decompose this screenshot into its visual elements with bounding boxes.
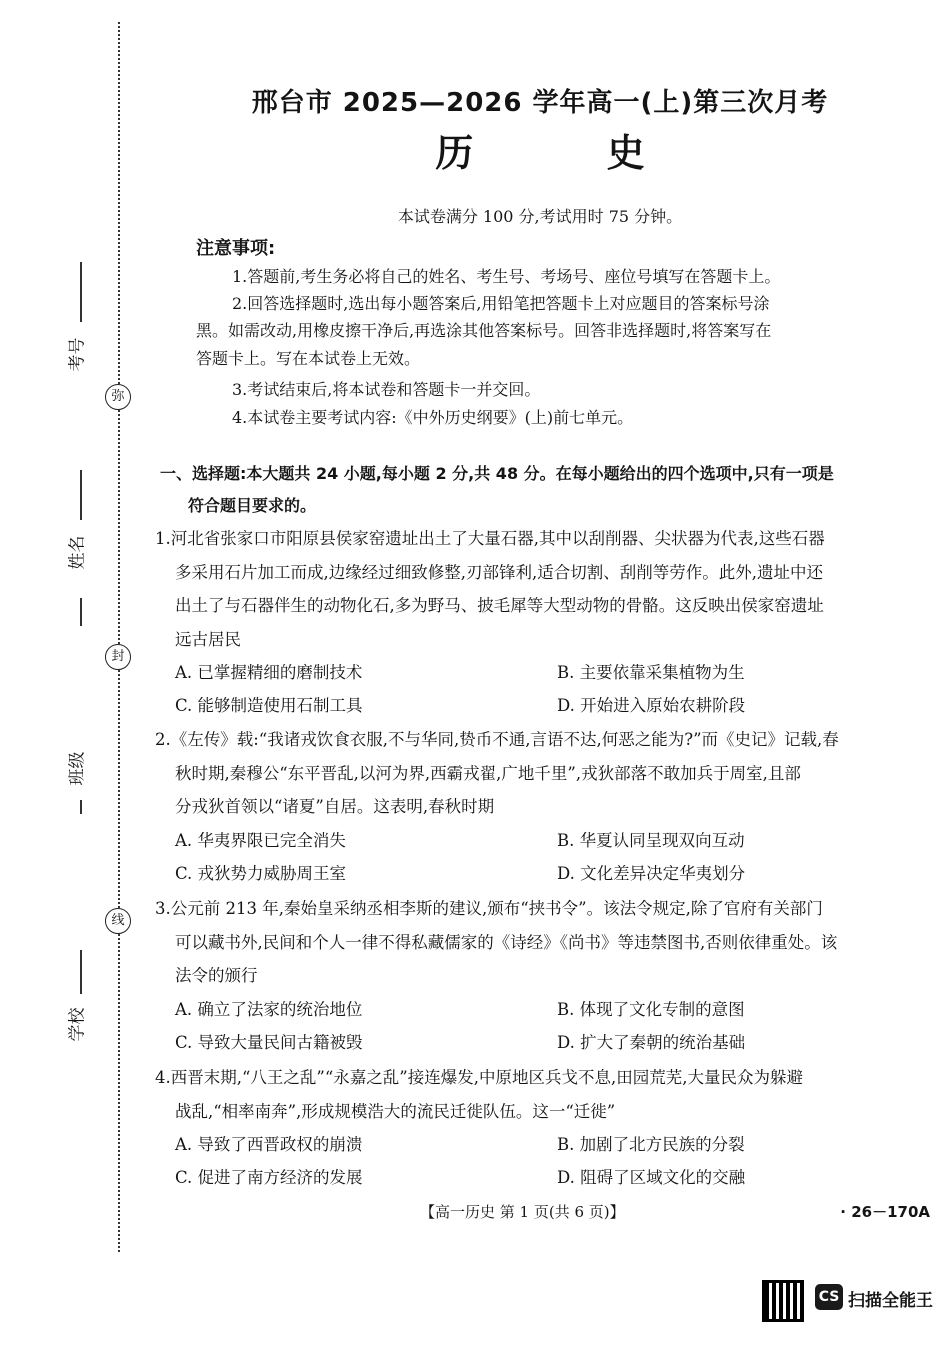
question-4-line-1: 4.西晋末期,“八王之乱”“永嘉之乱”接连爆发,中原地区兵戈不息,田园荒芜,大量民众为躲避 xyxy=(155,1068,803,1087)
question-1-line-3: 出土了与石器伴生的动物化石,多为野马、披毛犀等大型动物的骨骼。这反映出侯家窑遗址 xyxy=(175,596,824,615)
qr-code-icon xyxy=(762,1280,804,1322)
question-2-line-3: 分戎狄首领以“诸夏”自居。这表明,春秋时期 xyxy=(175,797,495,816)
score-info: 本试卷满分 100 分,考试用时 75 分钟。 xyxy=(397,207,683,226)
question-4-option-b: B. 加剧了北方民族的分裂 xyxy=(557,1135,745,1154)
question-3-line-2: 可以藏书外,民间和个人一律不得私藏儒家的《诗经》《尚书》等违禁图书,否则依律重处。该 xyxy=(175,932,838,952)
notice-item-1: 1.答题前,考生务必将自己的姓名、考生号、考场号、座位号填写在答题卡上。 xyxy=(232,267,781,286)
binding-dotted-line xyxy=(118,22,120,1252)
section-heading-line-2: 符合题目要求的。 xyxy=(188,496,317,515)
exam-no-underline xyxy=(80,262,82,322)
notice-item-4: 4.本试卷主要考试内容:《中外历史纲要》(上)前七单元。 xyxy=(232,408,634,427)
subject-char-1: 历 xyxy=(435,131,474,175)
question-3-stem xyxy=(155,892,937,993)
name-underline-2 xyxy=(80,598,82,626)
question-1-option-d: D. 开始进入原始农耕阶段 xyxy=(557,696,746,715)
question-1-line-1: 1.河北省张家口市阳原县侯家窑遗址出土了大量石器,其中以刮削器、尖状器为代表,这些石器 xyxy=(155,529,825,548)
question-1-option-c: C. 能够制造使用石制工具 xyxy=(175,696,363,715)
name-underline xyxy=(80,470,82,520)
question-4-line-2: 战乱,“相率南奔”,形成规模浩大的流民迁徙队伍。这一“迁徙” xyxy=(175,1101,616,1121)
notice-item-2b: 黑。如需改动,用橡皮擦干净后,再选涂其他答案标号。回答非选择题时,将答案写在 xyxy=(196,321,772,340)
question-2-option-a: A. 华夷界限已完全消失 xyxy=(175,831,346,850)
notice-item-3: 3.考试结束后,将本试卷和答题卡一并交回。 xyxy=(232,380,541,399)
question-2-option-b: B. 华夏认同呈现双向互动 xyxy=(557,831,745,850)
notice-heading: 注意事项: xyxy=(196,238,276,259)
question-2-line-1: 2.《左传》载:“我诸戎饮食衣服,不与华同,贽币不通,言语不达,何恶之能为?”而《史记》记载,春 xyxy=(155,730,839,749)
margin-label-class: 班级 xyxy=(67,751,88,786)
margin-label-exam-no: 考号 xyxy=(67,337,88,372)
question-3-option-b: B. 体现了文化专制的意图 xyxy=(557,1000,745,1019)
margin-label-school: 学校 xyxy=(67,1007,88,1042)
question-4-option-d: D. 阻碍了区域文化的交融 xyxy=(557,1168,746,1187)
subject-title xyxy=(150,122,930,177)
exam-title: 邢台市 2025—2026 学年高一(上)第三次月考 xyxy=(251,88,829,118)
question-1-stem xyxy=(155,522,937,656)
paper-code: · 26－170A xyxy=(840,1203,930,1221)
page-number: 【高一历史 第 1 页(共 6 页)】 xyxy=(420,1203,625,1221)
seal-mark-mi: 弥 xyxy=(105,384,131,410)
question-1-option-a: A. 已掌握精细的磨制技术 xyxy=(175,663,363,682)
subject-char-2: 史 xyxy=(606,131,645,175)
margin-label-name: 姓名 xyxy=(67,535,88,570)
question-4-stem xyxy=(155,1061,937,1128)
question-3-option-c: C. 导致大量民间古籍被毁 xyxy=(175,1033,363,1052)
seal-mark-xian: 线 xyxy=(105,908,131,934)
school-underline xyxy=(80,950,82,994)
camscanner-logo-icon: CS xyxy=(815,1284,843,1310)
question-2-line-2: 秋时期,秦穆公“东平晋乱,以河为界,西霸戎翟,广地千里”,戎狄部落不敢加兵于周室,且部 xyxy=(175,763,801,783)
question-3-option-d: D. 扩大了秦朝的统治基础 xyxy=(557,1033,746,1052)
seal-mark-feng: 封 xyxy=(105,644,131,670)
question-4-option-a: A. 导致了西晋政权的崩溃 xyxy=(175,1135,363,1154)
question-3-line-3: 法令的颁行 xyxy=(175,966,258,985)
camscanner-name: 扫描全能王 xyxy=(848,1291,933,1311)
question-2-option-d: D. 文化差异决定华夷划分 xyxy=(557,864,746,883)
question-3-option-a: A. 确立了法家的统治地位 xyxy=(175,1000,363,1019)
question-3-line-1: 3.公元前 213 年,秦始皇采纳丞相李斯的建议,颁布“挟书令”。该法令规定,除了官府有关部门 xyxy=(155,899,823,918)
question-2-stem xyxy=(155,723,937,824)
question-4-option-c: C. 促进了南方经济的发展 xyxy=(175,1168,363,1187)
question-1-line-2: 多采用石片加工而成,边缘经过细致修整,刃部锋利,适合切割、刮削等劳作。此外,遗址中还 xyxy=(175,562,823,582)
question-2-option-c: C. 戎狄势力威胁周王室 xyxy=(175,864,347,883)
notice-item-2c: 答题卡上。写在本试卷上无效。 xyxy=(196,349,421,368)
question-1-line-4: 远古居民 xyxy=(175,629,241,649)
notice-item-2a: 2.回答选择题时,选出每小题答案后,用铅笔把答题卡上对应题目的答案标号涂 xyxy=(232,294,770,313)
section-heading-line-1: 一、选择题:本大题共 24 小题,每小题 2 分,共 48 分。在每小题给出的四个选项中,只有一项是 xyxy=(160,464,834,483)
question-1-option-b: B. 主要依靠采集植物为生 xyxy=(557,663,745,682)
section-heading xyxy=(160,458,935,522)
class-underline xyxy=(80,800,82,814)
